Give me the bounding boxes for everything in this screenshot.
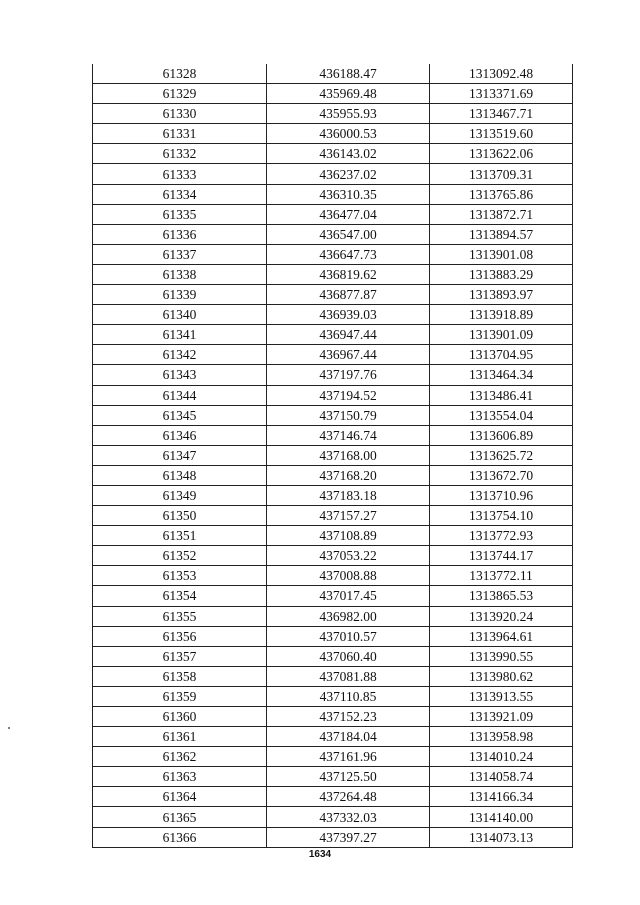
point-id-cell: 61339 (93, 285, 267, 305)
y-coordinate-cell: 1314058.74 (430, 767, 573, 787)
x-coordinate-cell: 437197.76 (267, 365, 430, 385)
y-coordinate-cell: 1313893.97 (430, 285, 573, 305)
table-row (93, 686, 573, 706)
y-coordinate-cell: 1313872.71 (430, 204, 573, 224)
point-id-cell: 61344 (93, 385, 267, 405)
y-coordinate-cell: 1313921.09 (430, 707, 573, 727)
point-id-cell: 61349 (93, 485, 267, 505)
point-id-cell: 61347 (93, 445, 267, 465)
table-row (93, 606, 573, 626)
x-coordinate-cell: 437397.27 (267, 827, 430, 847)
y-coordinate-cell: 1313672.70 (430, 465, 573, 485)
table-row (93, 244, 573, 264)
table-row (93, 707, 573, 727)
table-row (93, 184, 573, 204)
point-id-cell: 61365 (93, 807, 267, 827)
table-row (93, 164, 573, 184)
y-coordinate-cell: 1314140.00 (430, 807, 573, 827)
x-coordinate-cell: 437332.03 (267, 807, 430, 827)
table-row (93, 325, 573, 345)
point-id-cell: 61338 (93, 264, 267, 284)
x-coordinate-cell: 436982.00 (267, 606, 430, 626)
y-coordinate-cell: 1313704.95 (430, 345, 573, 365)
y-coordinate-cell: 1313772.93 (430, 526, 573, 546)
x-coordinate-cell: 436000.53 (267, 124, 430, 144)
x-coordinate-cell: 437125.50 (267, 767, 430, 787)
scan-speck (8, 727, 10, 729)
table-row (93, 224, 573, 244)
point-id-cell: 61329 (93, 84, 267, 104)
table-row (93, 626, 573, 646)
y-coordinate-cell: 1314166.34 (430, 787, 573, 807)
y-coordinate-cell: 1313486.41 (430, 385, 573, 405)
y-coordinate-cell: 1313744.17 (430, 546, 573, 566)
point-id-cell: 61333 (93, 164, 267, 184)
point-id-cell: 61336 (93, 224, 267, 244)
table-row (93, 204, 573, 224)
point-id-cell: 61359 (93, 686, 267, 706)
point-id-cell: 61334 (93, 184, 267, 204)
x-coordinate-cell: 436819.62 (267, 264, 430, 284)
table-row (93, 445, 573, 465)
point-id-cell: 61335 (93, 204, 267, 224)
y-coordinate-cell: 1313554.04 (430, 405, 573, 425)
table-row (93, 385, 573, 405)
point-id-cell: 61342 (93, 345, 267, 365)
y-coordinate-cell: 1313625.72 (430, 445, 573, 465)
x-coordinate-cell: 436947.44 (267, 325, 430, 345)
y-coordinate-cell: 1313883.29 (430, 264, 573, 284)
table-row (93, 84, 573, 104)
table-row (93, 566, 573, 586)
y-coordinate-cell: 1313894.57 (430, 224, 573, 244)
x-coordinate-cell: 437017.45 (267, 586, 430, 606)
page-number: 1634 (308, 849, 332, 860)
point-id-cell: 61358 (93, 666, 267, 686)
y-coordinate-cell: 1314073.13 (430, 827, 573, 847)
table-row (93, 345, 573, 365)
y-coordinate-cell: 1313920.24 (430, 606, 573, 626)
table-row (93, 124, 573, 144)
x-coordinate-cell: 437161.96 (267, 747, 430, 767)
point-id-cell: 61357 (93, 646, 267, 666)
table-row (93, 64, 573, 84)
y-coordinate-cell: 1313606.89 (430, 425, 573, 445)
point-id-cell: 61364 (93, 787, 267, 807)
table-row (93, 747, 573, 767)
table-row (93, 827, 573, 847)
point-id-cell: 61355 (93, 606, 267, 626)
x-coordinate-cell: 436877.87 (267, 285, 430, 305)
y-coordinate-cell: 1313772.11 (430, 566, 573, 586)
coordinates-table (92, 64, 573, 848)
x-coordinate-cell: 436939.03 (267, 305, 430, 325)
table-row (93, 586, 573, 606)
point-id-cell: 61343 (93, 365, 267, 385)
point-id-cell: 61332 (93, 144, 267, 164)
point-id-cell: 61361 (93, 727, 267, 747)
y-coordinate-cell: 1313092.48 (430, 64, 573, 84)
x-coordinate-cell: 437194.52 (267, 385, 430, 405)
y-coordinate-cell: 1313371.69 (430, 84, 573, 104)
y-coordinate-cell: 1313901.09 (430, 325, 573, 345)
x-coordinate-cell: 437152.23 (267, 707, 430, 727)
x-coordinate-cell: 437053.22 (267, 546, 430, 566)
y-coordinate-cell: 1313918.89 (430, 305, 573, 325)
x-coordinate-cell: 435969.48 (267, 84, 430, 104)
point-id-cell: 61331 (93, 124, 267, 144)
point-id-cell: 61350 (93, 506, 267, 526)
point-id-cell: 61341 (93, 325, 267, 345)
x-coordinate-cell: 436967.44 (267, 345, 430, 365)
x-coordinate-cell: 436547.00 (267, 224, 430, 244)
table-row (93, 264, 573, 284)
y-coordinate-cell: 1313913.55 (430, 686, 573, 706)
x-coordinate-cell: 436143.02 (267, 144, 430, 164)
x-coordinate-cell: 436188.47 (267, 64, 430, 84)
point-id-cell: 61363 (93, 767, 267, 787)
x-coordinate-cell: 437264.48 (267, 787, 430, 807)
point-id-cell: 61345 (93, 405, 267, 425)
table-row (93, 666, 573, 686)
table-row (93, 425, 573, 445)
y-coordinate-cell: 1313980.62 (430, 666, 573, 686)
y-coordinate-cell: 1313519.60 (430, 124, 573, 144)
x-coordinate-cell: 436237.02 (267, 164, 430, 184)
table-row (93, 727, 573, 747)
x-coordinate-cell: 437150.79 (267, 405, 430, 425)
x-coordinate-cell: 437010.57 (267, 626, 430, 646)
table-row (93, 144, 573, 164)
x-coordinate-cell: 437183.18 (267, 485, 430, 505)
y-coordinate-cell: 1314010.24 (430, 747, 573, 767)
point-id-cell: 61340 (93, 305, 267, 325)
table-row (93, 767, 573, 787)
table-row (93, 104, 573, 124)
point-id-cell: 61330 (93, 104, 267, 124)
point-id-cell: 61348 (93, 465, 267, 485)
x-coordinate-cell: 437157.27 (267, 506, 430, 526)
x-coordinate-cell: 437060.40 (267, 646, 430, 666)
table-row (93, 465, 573, 485)
point-id-cell: 61362 (93, 747, 267, 767)
point-id-cell: 61352 (93, 546, 267, 566)
table-row (93, 807, 573, 827)
y-coordinate-cell: 1313622.06 (430, 144, 573, 164)
x-coordinate-cell: 437168.00 (267, 445, 430, 465)
y-coordinate-cell: 1313467.71 (430, 104, 573, 124)
x-coordinate-cell: 437184.04 (267, 727, 430, 747)
table-row (93, 546, 573, 566)
x-coordinate-cell: 437008.88 (267, 566, 430, 586)
point-id-cell: 61360 (93, 707, 267, 727)
y-coordinate-cell: 1313865.53 (430, 586, 573, 606)
x-coordinate-cell: 436647.73 (267, 244, 430, 264)
point-id-cell: 61346 (93, 425, 267, 445)
y-coordinate-cell: 1313710.96 (430, 485, 573, 505)
table-row (93, 526, 573, 546)
x-coordinate-cell: 436477.04 (267, 204, 430, 224)
y-coordinate-cell: 1313958.98 (430, 727, 573, 747)
x-coordinate-cell: 437110.85 (267, 686, 430, 706)
table-body (93, 64, 573, 847)
x-coordinate-cell: 435955.93 (267, 104, 430, 124)
x-coordinate-cell: 437108.89 (267, 526, 430, 546)
table-row (93, 285, 573, 305)
y-coordinate-cell: 1313901.08 (430, 244, 573, 264)
x-coordinate-cell: 437081.88 (267, 666, 430, 686)
table-row (93, 405, 573, 425)
table-row (93, 485, 573, 505)
y-coordinate-cell: 1313964.61 (430, 626, 573, 646)
table-row (93, 506, 573, 526)
point-id-cell: 61351 (93, 526, 267, 546)
point-id-cell: 61356 (93, 626, 267, 646)
point-id-cell: 61353 (93, 566, 267, 586)
x-coordinate-cell: 436310.35 (267, 184, 430, 204)
point-id-cell: 61328 (93, 64, 267, 84)
y-coordinate-cell: 1313765.86 (430, 184, 573, 204)
y-coordinate-cell: 1313709.31 (430, 164, 573, 184)
x-coordinate-cell: 437146.74 (267, 425, 430, 445)
table-row (93, 365, 573, 385)
y-coordinate-cell: 1313990.55 (430, 646, 573, 666)
point-id-cell: 61354 (93, 586, 267, 606)
point-id-cell: 61366 (93, 827, 267, 847)
table-row (93, 305, 573, 325)
x-coordinate-cell: 437168.20 (267, 465, 430, 485)
y-coordinate-cell: 1313464.34 (430, 365, 573, 385)
table-row (93, 646, 573, 666)
point-id-cell: 61337 (93, 244, 267, 264)
table-row (93, 787, 573, 807)
y-coordinate-cell: 1313754.10 (430, 506, 573, 526)
